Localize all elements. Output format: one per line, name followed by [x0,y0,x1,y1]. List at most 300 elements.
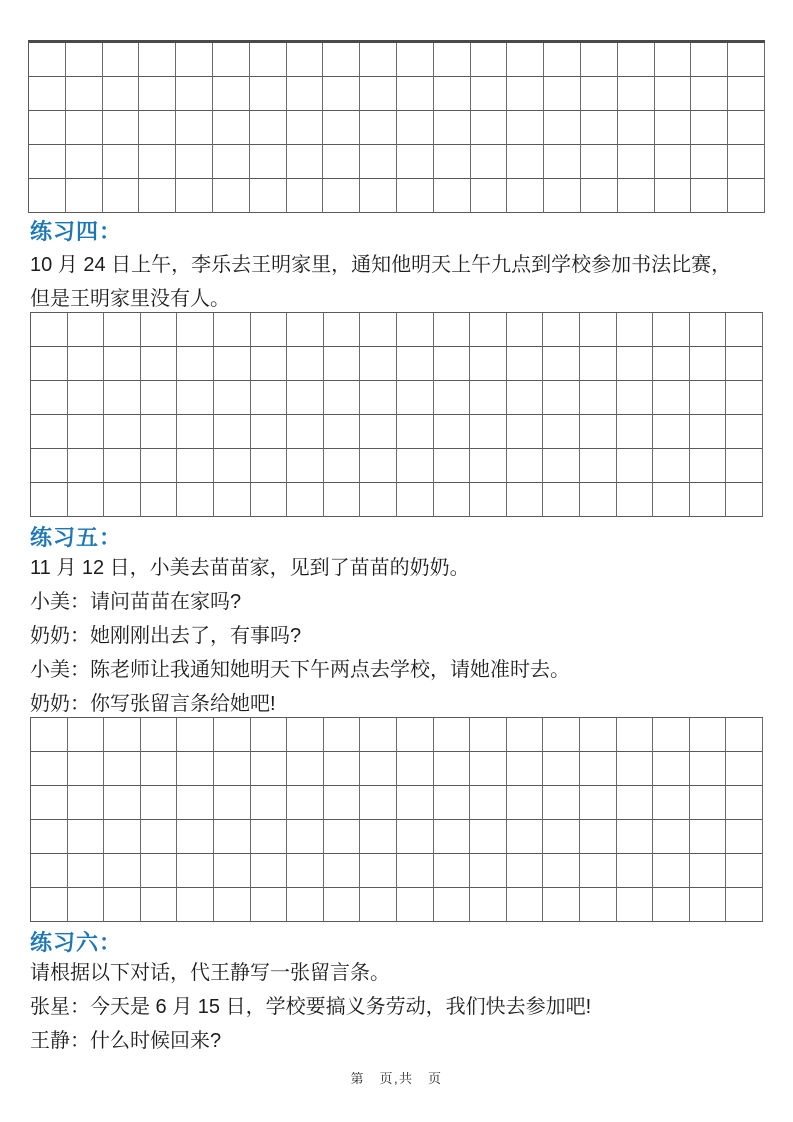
writing-cell [360,820,397,854]
writing-cell [691,145,728,179]
writing-cell [434,854,471,888]
writing-cell [177,415,214,449]
writing-cell [618,77,655,111]
writing-cell [104,381,141,415]
writing-cell [360,449,397,483]
writing-cell [507,854,544,888]
writing-cell [360,145,397,179]
writing-cell [287,415,324,449]
writing-cell [397,888,434,922]
writing-cell [251,483,288,517]
writing-cell [68,786,105,820]
writing-cell [543,381,580,415]
writing-cell [176,111,213,145]
writing-cell [434,786,471,820]
writing-cell [31,854,68,888]
writing-cell [31,449,68,483]
writing-cell [470,718,507,752]
writing-cell [580,449,617,483]
writing-cell [360,752,397,786]
writing-cell [397,752,434,786]
writing-cell [690,313,727,347]
writing-cell [470,854,507,888]
writing-cell [287,313,324,347]
writing-cell [29,179,66,213]
writing-cell [177,888,214,922]
writing-cell [543,415,580,449]
writing-cell [177,854,214,888]
writing-cell [287,820,324,854]
writing-cell [397,415,434,449]
writing-cell [68,854,105,888]
writing-cell [690,347,727,381]
writing-cell [434,111,471,145]
writing-cell [68,381,105,415]
writing-cell [507,415,544,449]
writing-cell [68,483,105,517]
writing-cell [544,43,581,77]
writing-cell [653,786,690,820]
writing-cell [580,313,617,347]
exercise4-line: 但是王明家里没有人。 [30,288,230,310]
writing-cell [434,179,471,213]
writing-cell [397,854,434,888]
writing-cell [287,347,324,381]
writing-cell [581,111,618,145]
writing-cell [141,381,178,415]
writing-cell [251,786,288,820]
writing-cell [690,752,727,786]
writing-cell [617,415,654,449]
writing-cell [470,888,507,922]
writing-cell [287,718,324,752]
writing-cell [66,145,103,179]
writing-cell [726,752,763,786]
writing-cell [360,77,397,111]
writing-cell [360,179,397,213]
exercise4-heading: 练习四： [30,219,123,244]
writing-cell [251,347,288,381]
writing-cell [470,347,507,381]
writing-cell [214,347,251,381]
writing-cell [618,145,655,179]
exercise6-line: 张星：今天是 6 月 15 日，学校要搞义务劳动，我们快去参加吧! [30,996,592,1018]
writing-cell [214,752,251,786]
writing-cell [653,752,690,786]
writing-cell [507,43,544,77]
writing-cell [287,43,324,77]
writing-cell [141,415,178,449]
writing-cell [177,449,214,483]
writing-cell [251,381,288,415]
writing-cell [726,483,763,517]
writing-cell [324,381,361,415]
writing-cell [104,752,141,786]
page-footer: 第 页,共 页 [350,1071,443,1086]
writing-cell [728,179,765,213]
writing-cell [287,145,324,179]
writing-cell [214,786,251,820]
writing-cell [728,145,765,179]
writing-cell [397,111,434,145]
writing-grid-exercise5 [30,717,763,922]
writing-cell [324,888,361,922]
writing-cell [213,179,250,213]
exercise5-line: 奶奶：你写张留言条给她吧! [30,693,276,715]
writing-cell [728,111,765,145]
writing-cell [31,313,68,347]
writing-cell [177,483,214,517]
writing-cell [470,483,507,517]
writing-cell [324,718,361,752]
writing-cell [103,179,140,213]
writing-cell [31,718,68,752]
writing-cell [726,718,763,752]
writing-cell [617,483,654,517]
writing-cell [543,449,580,483]
writing-cell [214,415,251,449]
writing-cell [360,313,397,347]
writing-cell [617,820,654,854]
writing-cell [31,381,68,415]
writing-cell [617,381,654,415]
writing-cell [360,415,397,449]
writing-cell [434,483,471,517]
writing-cell [250,145,287,179]
writing-cell [543,786,580,820]
writing-cell [139,145,176,179]
writing-cell [287,752,324,786]
writing-cell [360,43,397,77]
exercise4-line: 10 月 24 日上午，李乐去王明家里，通知他明天上午九点到学校参加书法比赛， [30,254,732,276]
writing-cell [543,752,580,786]
writing-cell [104,483,141,517]
writing-cell [470,786,507,820]
writing-cell [213,145,250,179]
writing-cell [360,347,397,381]
writing-cell [213,43,250,77]
writing-cell [653,347,690,381]
writing-cell [726,449,763,483]
writing-cell [251,752,288,786]
exercise4-text [30,248,770,316]
writing-cell [141,449,178,483]
writing-cell [324,854,361,888]
writing-cell [360,718,397,752]
writing-cell [544,179,581,213]
writing-cell [434,77,471,111]
writing-cell [104,449,141,483]
writing-cell [66,43,103,77]
writing-cell [617,718,654,752]
writing-cell [287,483,324,517]
writing-cell [617,313,654,347]
writing-cell [581,43,618,77]
writing-cell [691,43,728,77]
writing-cell [507,449,544,483]
writing-cell [653,483,690,517]
writing-cell [690,854,727,888]
writing-cell [434,752,471,786]
writing-cell [68,449,105,483]
writing-cell [68,888,105,922]
writing-cell [617,854,654,888]
writing-cell [653,718,690,752]
writing-cell [543,820,580,854]
writing-cell [580,854,617,888]
writing-cell [251,888,288,922]
writing-cell [68,820,105,854]
writing-cell [323,77,360,111]
writing-cell [360,854,397,888]
writing-cell [617,888,654,922]
writing-cell [690,820,727,854]
writing-cell [691,111,728,145]
writing-cell [66,111,103,145]
writing-cell [141,718,178,752]
writing-cell [581,179,618,213]
writing-cell [251,449,288,483]
writing-cell [580,888,617,922]
exercise5-line: 小美：请问苗苗在家吗? [30,591,242,613]
writing-cell [655,43,692,77]
writing-cell [104,888,141,922]
writing-cell [580,381,617,415]
writing-cell [68,347,105,381]
writing-cell [139,77,176,111]
writing-cell [581,77,618,111]
writing-cell [690,786,727,820]
writing-cell [580,786,617,820]
writing-cell [324,415,361,449]
writing-cell [690,381,727,415]
writing-cell [214,449,251,483]
writing-cell [31,483,68,517]
writing-cell [324,752,361,786]
writing-cell [66,77,103,111]
exercise6-text [30,956,770,1058]
writing-cell [29,111,66,145]
writing-cell [471,179,508,213]
writing-cell [214,820,251,854]
writing-cell [324,347,361,381]
writing-cell [139,43,176,77]
writing-cell [544,77,581,111]
exercise6-heading: 练习六： [30,930,123,955]
writing-cell [141,854,178,888]
exercise5-line: 奶奶：她刚刚出去了，有事吗? [30,625,302,647]
exercise6-line: 请根据以下对话，代王静写一张留言条。 [30,962,390,984]
writing-cell [141,820,178,854]
writing-cell [397,77,434,111]
writing-cell [471,111,508,145]
writing-cell [543,313,580,347]
writing-cell [141,483,178,517]
writing-cell [141,888,178,922]
writing-cell [471,43,508,77]
writing-cell [397,381,434,415]
writing-cell [31,786,68,820]
writing-cell [726,786,763,820]
writing-cell [726,381,763,415]
writing-cell [176,77,213,111]
writing-cell [287,179,324,213]
writing-cell [323,179,360,213]
writing-cell [324,313,361,347]
writing-cell [177,313,214,347]
writing-cell [31,415,68,449]
writing-cell [141,752,178,786]
writing-cell [31,347,68,381]
writing-cell [287,111,324,145]
writing-cell [690,415,727,449]
writing-cell [655,111,692,145]
writing-cell [617,449,654,483]
writing-cell [507,381,544,415]
writing-cell [470,415,507,449]
writing-cell [104,347,141,381]
exercise6-line: 王静：什么时候回来? [30,1030,222,1052]
writing-cell [213,77,250,111]
writing-cell [543,347,580,381]
writing-cell [470,820,507,854]
writing-cell [728,43,765,77]
writing-cell [690,888,727,922]
writing-cell [139,179,176,213]
writing-cell [653,415,690,449]
writing-cell [726,313,763,347]
exercise5-line: 小美：陈老师让我通知她明天下午两点去学校，请她准时去。 [30,659,570,681]
writing-cell [690,449,727,483]
writing-cell [250,77,287,111]
writing-cell [324,820,361,854]
writing-cell [397,449,434,483]
writing-cell [360,786,397,820]
writing-cell [251,313,288,347]
writing-cell [653,313,690,347]
writing-cell [618,111,655,145]
writing-cell [507,145,544,179]
writing-cell [177,786,214,820]
writing-cell [68,718,105,752]
writing-cell [141,313,178,347]
writing-cell [287,77,324,111]
writing-cell [177,718,214,752]
writing-cell [139,111,176,145]
writing-cell [397,483,434,517]
writing-cell [360,111,397,145]
writing-cell [580,820,617,854]
writing-grid-top [28,40,765,213]
writing-cell [544,145,581,179]
writing-cell [653,449,690,483]
writing-cell [214,483,251,517]
writing-cell [543,854,580,888]
writing-cell [324,483,361,517]
writing-cell [726,854,763,888]
writing-cell [251,718,288,752]
writing-cell [251,415,288,449]
writing-cell [323,43,360,77]
writing-cell [214,888,251,922]
writing-cell [726,347,763,381]
writing-cell [177,381,214,415]
writing-cell [176,145,213,179]
writing-cell [507,752,544,786]
writing-cell [728,77,765,111]
writing-cell [103,111,140,145]
writing-cell [397,718,434,752]
writing-cell [324,786,361,820]
writing-cell [31,752,68,786]
writing-cell [29,145,66,179]
writing-cell [507,347,544,381]
writing-cell [507,77,544,111]
writing-cell [250,179,287,213]
writing-cell [470,381,507,415]
writing-cell [68,313,105,347]
writing-cell [104,854,141,888]
writing-cell [287,786,324,820]
writing-cell [470,752,507,786]
writing-cell [141,347,178,381]
writing-cell [653,854,690,888]
writing-cell [287,449,324,483]
writing-cell [726,888,763,922]
writing-cell [214,381,251,415]
writing-cell [104,718,141,752]
writing-cell [29,43,66,77]
writing-cell [177,347,214,381]
writing-cell [104,820,141,854]
writing-cell [103,77,140,111]
exercise5-heading: 练习五： [30,525,123,550]
writing-cell [397,179,434,213]
exercise5-text [30,551,770,721]
writing-cell [104,313,141,347]
writing-cell [103,145,140,179]
writing-cell [655,179,692,213]
writing-cell [543,888,580,922]
writing-cell [397,820,434,854]
writing-cell [507,111,544,145]
writing-cell [434,718,471,752]
writing-cell [141,786,178,820]
writing-cell [471,145,508,179]
writing-cell [397,347,434,381]
writing-cell [177,820,214,854]
writing-cell [581,145,618,179]
writing-cell [434,347,471,381]
writing-cell [66,179,103,213]
writing-grid-exercise4 [30,312,763,517]
writing-cell [434,449,471,483]
writing-cell [287,381,324,415]
writing-cell [103,43,140,77]
writing-cell [617,752,654,786]
writing-cell [250,43,287,77]
writing-cell [580,347,617,381]
writing-cell [68,415,105,449]
writing-cell [507,718,544,752]
writing-cell [690,718,727,752]
writing-cell [31,888,68,922]
writing-cell [104,786,141,820]
writing-cell [618,179,655,213]
writing-cell [434,145,471,179]
writing-cell [31,820,68,854]
writing-cell [655,145,692,179]
